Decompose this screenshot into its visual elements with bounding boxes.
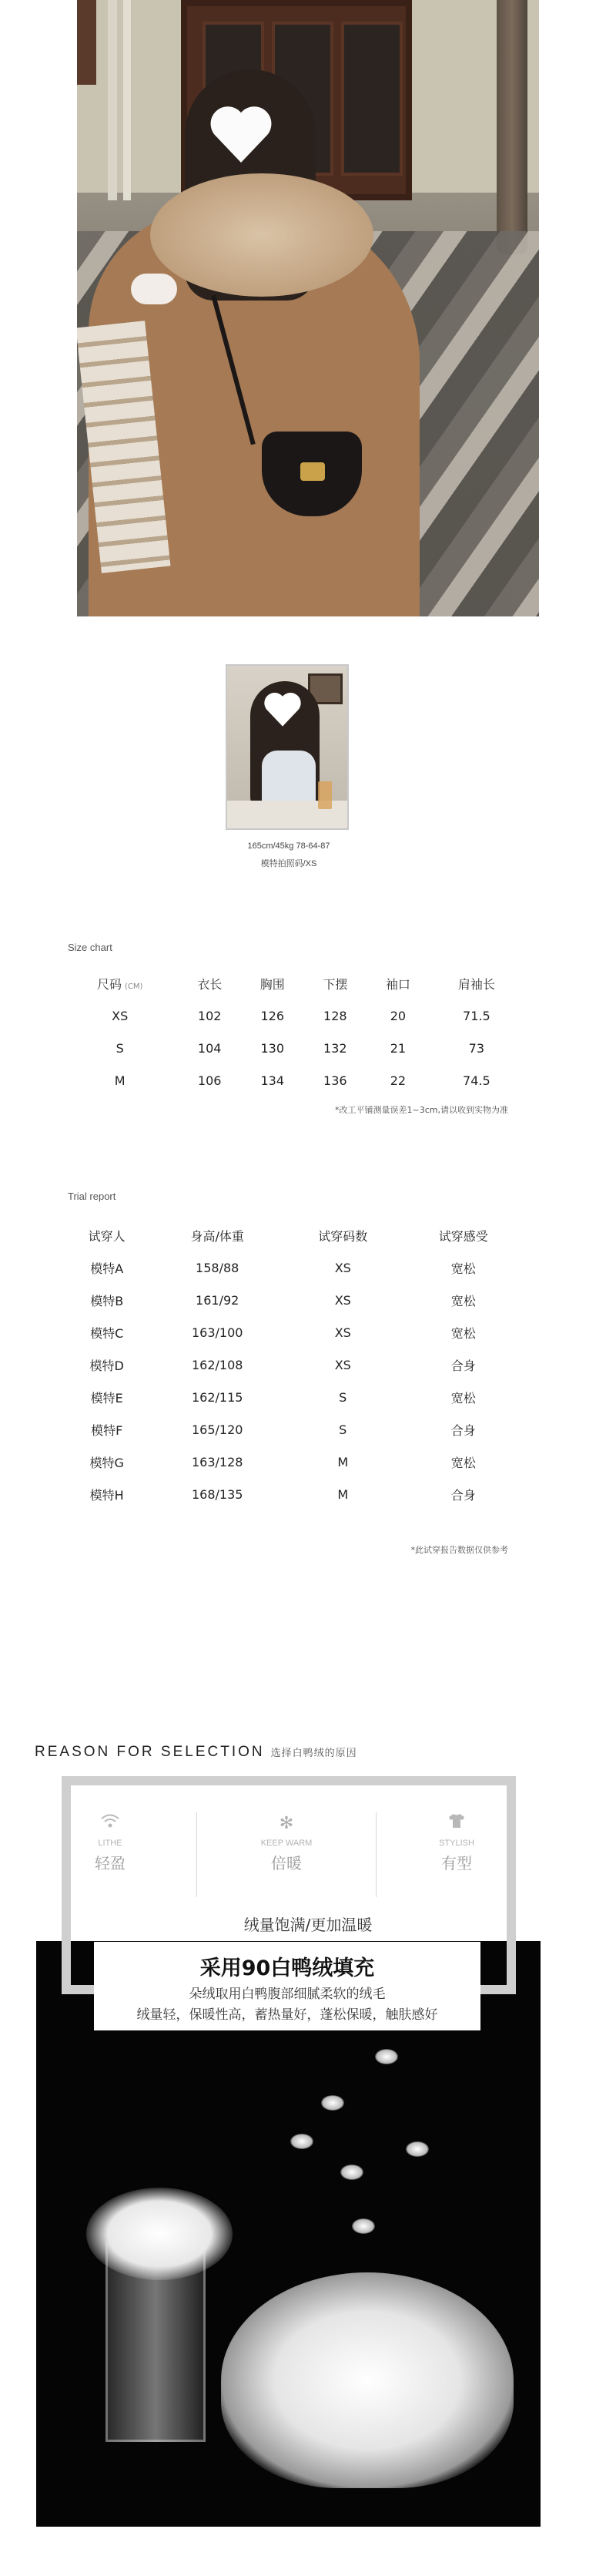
- table-cell: 163/128: [191, 1454, 243, 1469]
- card-heading: 采用90白鸭绒填充: [199, 1956, 375, 1980]
- feature-stylish: [399, 1812, 514, 1873]
- table-row: [62, 1413, 524, 1446]
- table-cell: XS: [334, 1260, 351, 1275]
- table-row: [62, 999, 524, 1032]
- table-row: [62, 1251, 524, 1284]
- table-cell: 模特E: [90, 1390, 123, 1406]
- table-cell: S: [339, 1389, 347, 1405]
- trial-header: 试穿感受: [438, 1228, 488, 1244]
- table-cell: 宽松: [450, 1261, 476, 1276]
- product-hero-photo: [77, 0, 539, 616]
- table-cell: 合身: [450, 1487, 476, 1503]
- table-cell: 136: [323, 1073, 347, 1088]
- black-handbag: [262, 432, 362, 516]
- size-chart-note: *改工平铺测量误差1~3cm,请以收到实物为准: [335, 1105, 508, 1115]
- unit-label: (CM): [125, 982, 143, 991]
- feature-en-label: LITHE: [98, 1839, 122, 1848]
- table-cell: 宽松: [450, 1390, 476, 1406]
- table-row: [62, 1348, 524, 1381]
- table-row: [62, 1478, 524, 1510]
- window-frame: [77, 0, 96, 85]
- table-cell: 74.5: [463, 1073, 490, 1088]
- table-cell: 102: [197, 1008, 222, 1023]
- hem-header: 下摆: [323, 976, 348, 992]
- trial-report-table: [62, 1219, 524, 1510]
- floating-feather: [375, 2049, 398, 2064]
- table-row: [62, 1284, 524, 1316]
- trial-report-title: Trial report: [68, 1191, 116, 1202]
- snowflake-icon: ✻: [279, 1814, 294, 1833]
- feature-cn-label: 有型: [441, 1854, 472, 1872]
- table-cell: 73: [468, 1040, 485, 1056]
- floating-feather: [340, 2165, 363, 2180]
- model-measurements: 165cm/45kg 78-64-87: [247, 841, 330, 851]
- drink-cup: [318, 781, 332, 809]
- down-fill-card: [94, 1942, 480, 2030]
- size-cell: XS: [112, 1008, 129, 1023]
- heart-face-cover-icon: [262, 689, 303, 730]
- table-cell: 161/92: [196, 1292, 239, 1308]
- table-cell: 合身: [450, 1422, 476, 1438]
- fur-hood: [150, 173, 373, 297]
- chest-header: 胸围: [259, 976, 285, 992]
- white-glove: [131, 274, 177, 304]
- table-cell: 模特C: [90, 1325, 124, 1341]
- table-cell: 71.5: [463, 1008, 490, 1023]
- door-pane: [341, 22, 403, 176]
- size-cell: M: [114, 1073, 126, 1088]
- card-line-2: 绒量轻，保暖性高，蓄热量好，蓬松保暖，触肤感好: [136, 2007, 438, 2023]
- table-cell: XS: [334, 1357, 351, 1372]
- size-chart-header-row: [62, 967, 524, 999]
- trial-header: 试穿人: [88, 1228, 126, 1244]
- size-chart-title: Size chart: [68, 942, 112, 953]
- reason-title-cn: 选择白鸭绒的原因: [270, 1747, 357, 1758]
- feature-divider: [196, 1812, 197, 1897]
- down-clump: [86, 2188, 233, 2280]
- trial-header: 身高/体重: [190, 1228, 244, 1244]
- table-cell: 宽松: [450, 1455, 476, 1470]
- card-line-1: 朵绒取用白鸭腹部细腻柔软的绒毛: [189, 1987, 386, 2002]
- table-cell: 22: [390, 1073, 407, 1088]
- table-cell: XS: [334, 1325, 351, 1340]
- table-cell: 158/88: [196, 1260, 239, 1275]
- table-cell: XS: [334, 1292, 351, 1308]
- shoulder-sleeve-header: 肩袖长: [457, 976, 495, 992]
- table-cell: 模特H: [89, 1487, 124, 1503]
- size-chart-table: [62, 967, 524, 1097]
- table-cell: 合身: [450, 1358, 476, 1373]
- feature-en-label: KEEP WARM: [260, 1839, 313, 1848]
- model-size-worn: 模特拍照码/XS: [260, 859, 317, 868]
- feature-cn-label: 倍暖: [271, 1854, 302, 1872]
- table-cell: M: [337, 1486, 349, 1502]
- table-cell: 130: [260, 1040, 285, 1056]
- feature-divider: [376, 1812, 377, 1897]
- table-cell: 106: [197, 1073, 222, 1088]
- floating-feather: [290, 2134, 313, 2149]
- table-cell: 132: [323, 1040, 347, 1056]
- table-cell: 165/120: [191, 1422, 243, 1437]
- drain-pipe: [123, 0, 131, 200]
- table-row: [62, 1316, 524, 1348]
- size-cell: S: [116, 1040, 124, 1056]
- table-cell: 宽松: [450, 1293, 476, 1308]
- table-row: [62, 1064, 524, 1097]
- table-row: [62, 1381, 524, 1413]
- size-header-label: 尺码: [96, 976, 122, 992]
- table-cell: 168/135: [191, 1486, 243, 1502]
- length-header: 衣长: [197, 976, 223, 992]
- tree-trunk: [497, 0, 527, 254]
- trial-header: 试穿码数: [318, 1228, 368, 1244]
- table-row: [62, 1446, 524, 1478]
- floating-feather: [352, 2218, 375, 2234]
- table-row: [62, 1032, 524, 1064]
- table-cell: 162/108: [191, 1357, 243, 1372]
- table-cell: 模特B: [90, 1293, 124, 1308]
- feature-lithe: [52, 1812, 168, 1873]
- table-cell: 134: [260, 1073, 285, 1088]
- reason-title-en: REASON FOR SELECTION: [35, 1744, 265, 1760]
- wifi-icon: [52, 1812, 168, 1835]
- table-cell: 20: [390, 1008, 407, 1023]
- table-cell: 162/115: [191, 1389, 243, 1405]
- feature-cn-label: 轻盈: [95, 1854, 126, 1872]
- table-cell: 模特D: [89, 1358, 124, 1373]
- fill-tagline: 绒量饱满/更加温暖: [243, 1916, 373, 1934]
- table-cell: 模特A: [90, 1261, 124, 1276]
- table-cell: 126: [260, 1008, 285, 1023]
- feature-en-label: STYLISH: [439, 1839, 474, 1848]
- trial-header-row: [62, 1219, 524, 1251]
- floating-feather: [321, 2095, 344, 2111]
- cuff-header: 袖口: [385, 976, 410, 992]
- table-cell: S: [339, 1422, 347, 1437]
- table-cell: 104: [197, 1040, 222, 1056]
- down-pile: [221, 2272, 514, 2488]
- drain-pipe: [108, 0, 117, 200]
- table-cell: 163/100: [191, 1325, 243, 1340]
- table-cell: M: [337, 1454, 349, 1469]
- table-cell: 模特F: [91, 1422, 123, 1438]
- feature-keep-warm: [229, 1812, 344, 1873]
- heart-face-cover-icon: [206, 100, 276, 170]
- trial-report-note: *此试穿报告数据仅供参考: [410, 1545, 508, 1555]
- bag-clasp: [300, 462, 325, 481]
- table-cell: 128: [323, 1008, 347, 1023]
- model-thumbnail-photo: [226, 664, 349, 830]
- table-cell: 21: [390, 1040, 407, 1056]
- size-header: [62, 967, 178, 999]
- table-cell: 宽松: [450, 1325, 476, 1341]
- reason-section-title: [35, 1744, 357, 1761]
- table-cell: 模特G: [89, 1455, 124, 1470]
- tshirt-icon: [399, 1812, 514, 1835]
- floating-feather: [406, 2141, 429, 2157]
